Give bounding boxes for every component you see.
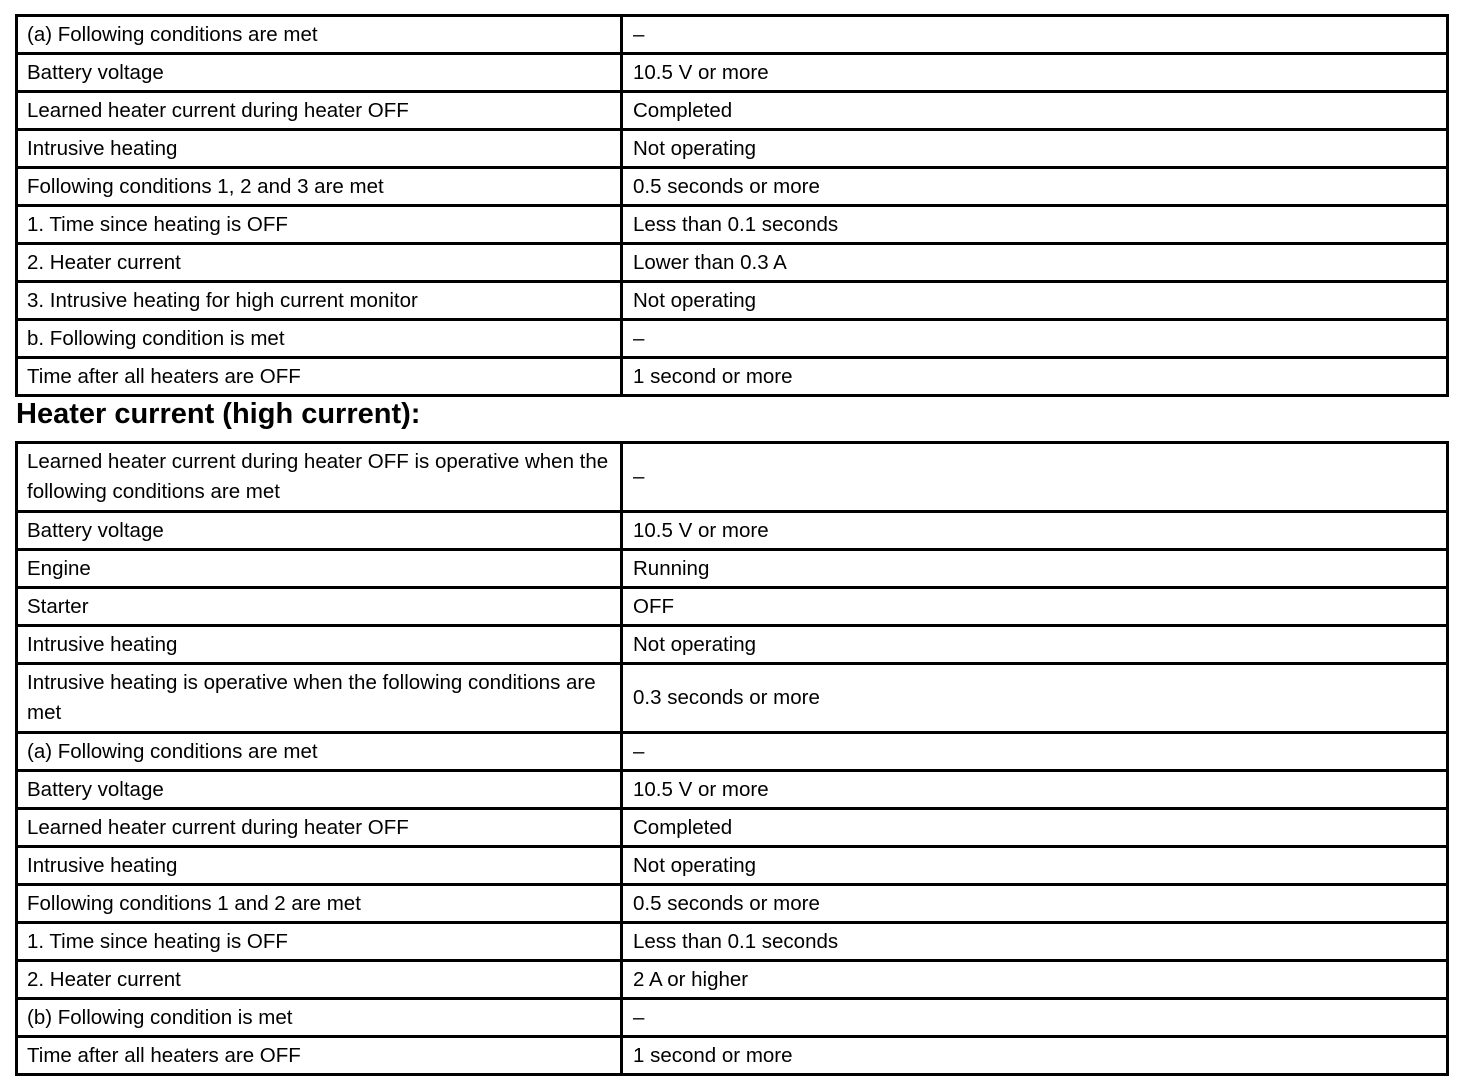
condition-cell: Intrusive heating (17, 130, 622, 168)
table-row (17, 54, 1448, 92)
value-cell: 10.5 V or more (622, 771, 1448, 809)
condition-cell: 1. Time since heating is OFF (17, 923, 622, 961)
value-cell: 1 second or more (622, 358, 1448, 396)
value-cell: 10.5 V or more (622, 512, 1448, 550)
value-cell: Not operating (622, 626, 1448, 664)
value-cell: – (622, 443, 1448, 512)
table-row (17, 733, 1448, 771)
table-row (17, 358, 1448, 396)
value-cell: Lower than 0.3 A (622, 244, 1448, 282)
condition-cell: Time after all heaters are OFF (17, 358, 622, 396)
table-row (17, 443, 1448, 512)
table-row (17, 664, 1448, 733)
table-row (17, 130, 1448, 168)
table-row (17, 588, 1448, 626)
condition-cell: Intrusive heating is operative when the following conditions are met (17, 664, 622, 733)
table-row (17, 771, 1448, 809)
condition-cell: (b) Following condition is met (17, 999, 622, 1037)
table-row (17, 512, 1448, 550)
condition-cell: Following conditions 1 and 2 are met (17, 885, 622, 923)
table-row (17, 92, 1448, 130)
table-row (17, 320, 1448, 358)
value-cell: Not operating (622, 282, 1448, 320)
condition-cell: Learned heater current during heater OFF is operative when the following conditions are met (17, 443, 622, 512)
condition-cell: Following conditions 1, 2 and 3 are met (17, 168, 622, 206)
value-cell: 1 second or more (622, 1037, 1448, 1075)
condition-cell: Starter (17, 588, 622, 626)
value-cell: Running (622, 550, 1448, 588)
value-cell: – (622, 733, 1448, 771)
table-row (17, 206, 1448, 244)
condition-cell: Battery voltage (17, 771, 622, 809)
condition-cell: (a) Following conditions are met (17, 733, 622, 771)
condition-cell: Battery voltage (17, 512, 622, 550)
table-row (17, 282, 1448, 320)
value-cell: 0.5 seconds or more (622, 885, 1448, 923)
condition-cell: Time after all heaters are OFF (17, 1037, 622, 1075)
value-cell: 2 A or higher (622, 961, 1448, 999)
condition-cell: 2. Heater current (17, 244, 622, 282)
value-cell: – (622, 16, 1448, 54)
table-row (17, 1037, 1448, 1075)
table-row (17, 16, 1448, 54)
value-cell: Not operating (622, 130, 1448, 168)
value-cell: Less than 0.1 seconds (622, 206, 1448, 244)
condition-cell: Intrusive heating (17, 847, 622, 885)
table-row (17, 923, 1448, 961)
table-row (17, 961, 1448, 999)
table-row (17, 999, 1448, 1037)
value-cell: 0.5 seconds or more (622, 168, 1448, 206)
table-row (17, 550, 1448, 588)
condition-cell: 2. Heater current (17, 961, 622, 999)
condition-cell: b. Following condition is met (17, 320, 622, 358)
condition-cell: Learned heater current during heater OFF (17, 92, 622, 130)
value-cell: – (622, 320, 1448, 358)
value-cell: OFF (622, 588, 1448, 626)
table-row (17, 244, 1448, 282)
value-cell: Less than 0.1 seconds (622, 923, 1448, 961)
condition-cell: 3. Intrusive heating for high current monitor (17, 282, 622, 320)
section-heading: Heater current (high current): (16, 398, 421, 430)
condition-cell: Learned heater current during heater OFF (17, 809, 622, 847)
value-cell: Not operating (622, 847, 1448, 885)
condition-cell: (a) Following conditions are met (17, 16, 622, 54)
value-cell: 0.3 seconds or more (622, 664, 1448, 733)
condition-cell: Intrusive heating (17, 626, 622, 664)
condition-cell: Engine (17, 550, 622, 588)
table-row (17, 626, 1448, 664)
value-cell: Completed (622, 92, 1448, 130)
value-cell: Completed (622, 809, 1448, 847)
conditions-table-1 (15, 14, 1449, 397)
condition-cell: Battery voltage (17, 54, 622, 92)
conditions-table-2 (15, 441, 1449, 1076)
table-row (17, 847, 1448, 885)
value-cell: – (622, 999, 1448, 1037)
value-cell: 10.5 V or more (622, 54, 1448, 92)
condition-cell: 1. Time since heating is OFF (17, 206, 622, 244)
table-row (17, 168, 1448, 206)
table-row (17, 885, 1448, 923)
table-row (17, 809, 1448, 847)
